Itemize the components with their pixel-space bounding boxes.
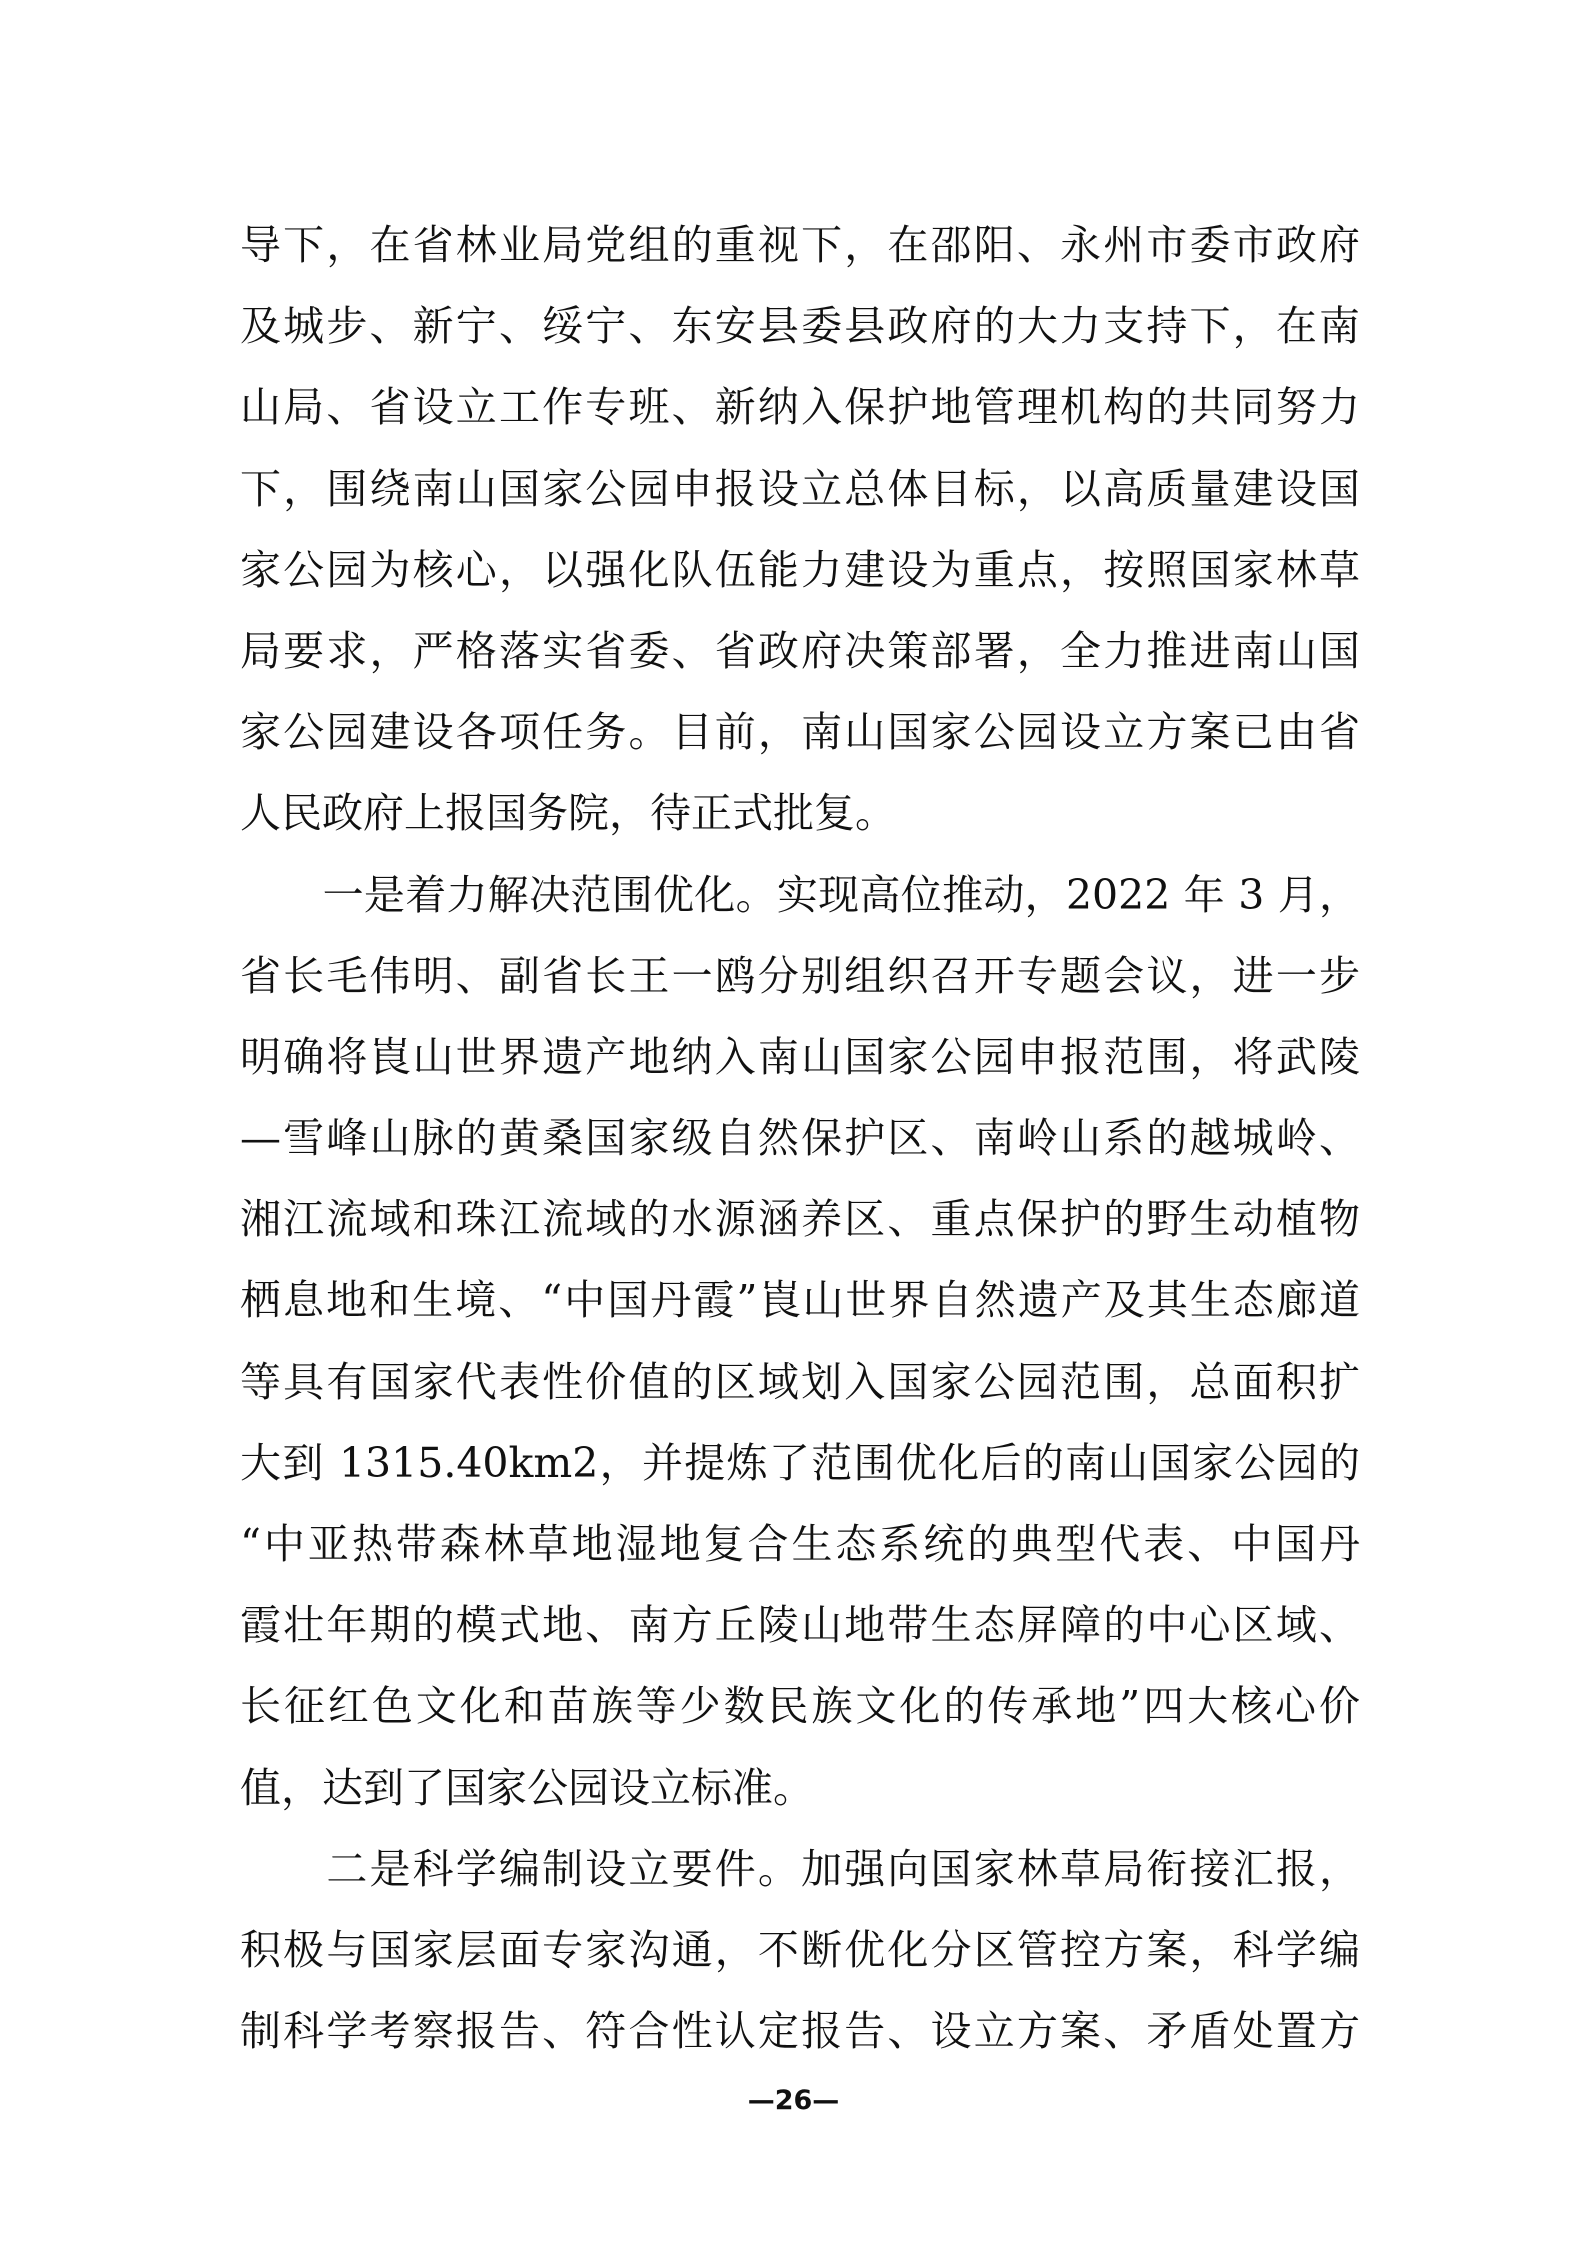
text-line: 山局、省设立工作专班、新纳入保护地管理机构的共同努力 — [240, 383, 1360, 432]
text-line: 制科学考察报告、符合性认定报告、设立方案、矛盾处置方 — [240, 2007, 1360, 2056]
text-line: 大到 1315.40km2，并提炼了范围优化后的南山国家公园的 — [240, 1438, 1360, 1487]
text-line: 下，围绕南山国家公园申报设立总体目标，以高质量建设国 — [240, 464, 1360, 513]
text-line: 及城步、新宁、绥宁、东安县委县政府的大力支持下，在南 — [240, 302, 1360, 351]
text-line: 二是科学编制设立要件。加强向国家林草局衔接汇报， — [240, 1844, 1360, 1893]
text-line: 家公园建设各项任务。目前，南山国家公园设立方案已由省 — [240, 708, 1360, 757]
page-number: —26— — [747, 2085, 840, 2116]
text-line: 栖息地和生境、“中国丹霞”崀山世界自然遗产及其生态廊道 — [240, 1276, 1360, 1325]
text-line: —雪峰山脉的黄桑国家级自然保护区、南岭山系的越城岭、 — [240, 1114, 1360, 1163]
body-text — [240, 205, 1360, 2072]
text-line: 人民政府上报国务院，待正式批复。 — [240, 789, 896, 838]
text-line: 湘江流域和珠江流域的水源涵养区、重点保护的野生动植物 — [240, 1195, 1360, 1244]
text-line: 长征红色文化和苗族等少数民族文化的传承地”四大核心价 — [240, 1682, 1360, 1731]
text-line: 值，达到了国家公园设立标准。 — [240, 1763, 814, 1812]
text-line: 导下，在省林业局党组的重视下，在邵阳、永州市委市政府 — [240, 221, 1360, 269]
text-line: 省长毛伟明、副省长王一鸥分别组织召开专题会议，进一步 — [240, 951, 1360, 1000]
text-line: 等具有国家代表性价值的区域划入国家公园范围，总面积扩 — [240, 1357, 1360, 1406]
text-line: 局要求，严格落实省委、省政府决策部署，全力推进南山国 — [240, 626, 1360, 675]
text-line: 霞壮年期的模式地、南方丘陵山地带生态屏障的中心区域、 — [240, 1601, 1360, 1650]
text-line: 一是着力解决范围优化。实现高位推动，2022 年 3 月， — [240, 870, 1360, 919]
text-line: 积极与国家层面专家沟通，不断优化分区管控方案，科学编 — [240, 1925, 1360, 1974]
text-line: 家公园为核心，以强化队伍能力建设为重点，按照国家林草 — [240, 545, 1360, 594]
text-line: 明确将崀山世界遗产地纳入南山国家公园申报范围，将武陵 — [240, 1032, 1360, 1081]
text-line: “中亚热带森林草地湿地复合生态系统的典型代表、中国丹 — [240, 1520, 1360, 1568]
